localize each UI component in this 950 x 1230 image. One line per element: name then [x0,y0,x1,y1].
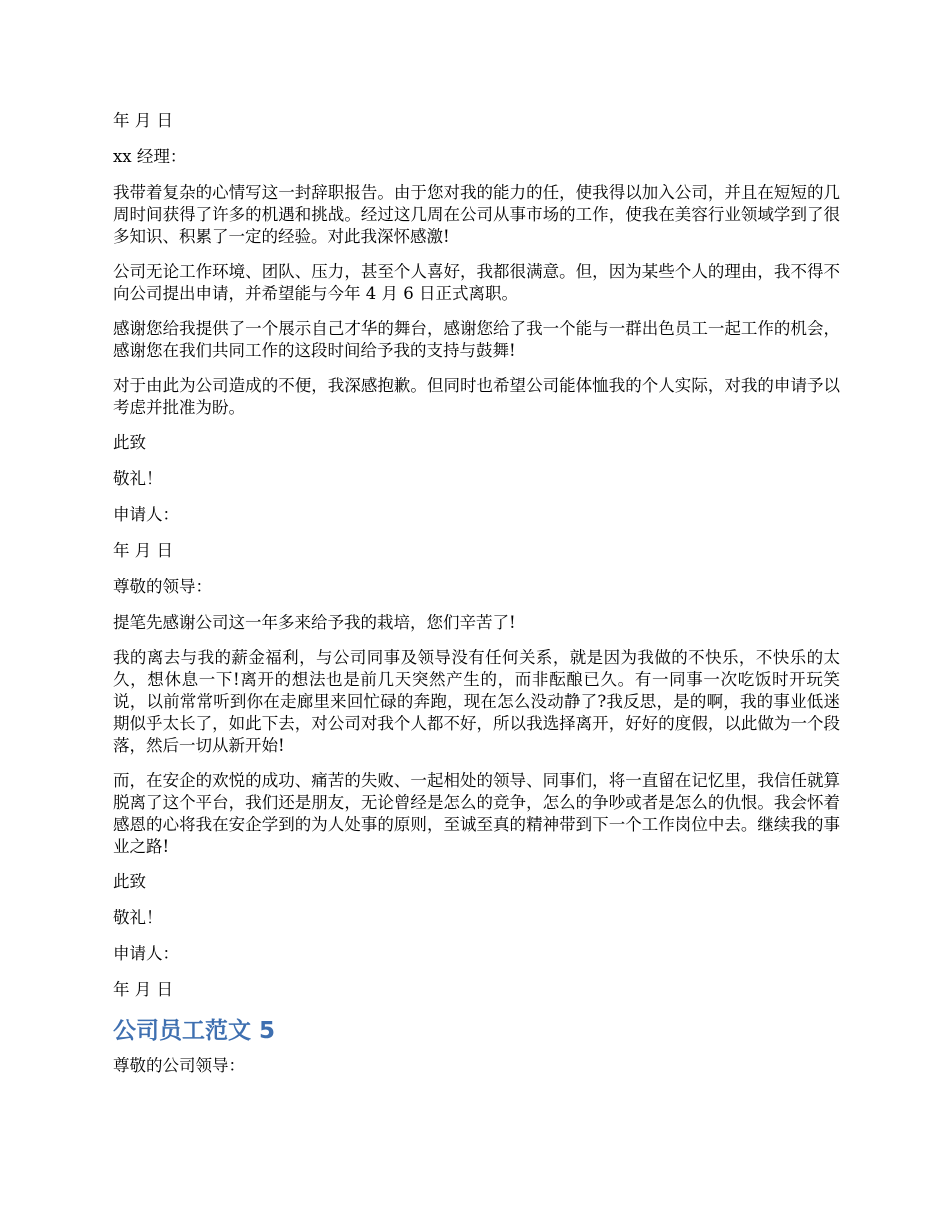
closing-regards: 敬礼！ [113,469,163,488]
body-paragraph: 我的离去与我的薪金福利，与公司同事及领导没有任何关系，就是因为我做的不快乐，不快乐的太久，想休息一下!离开的想法也是前几天突然产生的，而非酝酿已久。有一同事一次吃饭时开玩笑说，以前常常听到你在走廊里来回忙碌的奔跑，现在怎么没动静了?我反思，是的啊，我的事业低迷期似乎太长了，如此下去，对公司对我个人都不好，所以我选择离开，好好的度假，以此做为一个段落，然后一切从新开始! [113,648,840,755]
date-line: 年 月 日 [113,980,173,999]
salutation: 尊敬的领导： [113,577,212,596]
body-paragraph: 对于由此为公司造成的不便，我深感抱歉。但同时也希望公司能体恤我的个人实际，对我的申请予以考虑并批准为盼。 [113,376,840,417]
closing-regards: 敬礼！ [113,908,163,927]
date-line: 年 月 日 [113,541,173,560]
body-paragraph: 我带着复杂的心情写这一封辞职报告。由于您对我的能力的任，使我得以加入公司，并且在短短的几周时间获得了许多的机遇和挑战。经过这几周在公司从事市场的工作，使我在美容行业领域学到了很多知识、积累了一定的经验。对此我深怀感激! [113,183,840,246]
date-line: 年 月 日 [113,111,173,130]
closing-line: 此致 [113,872,146,891]
body-paragraph: 感谢您给我提供了一个展示自己才华的舞台，感谢您给了我一个能与一群出色员工一起工作的机会，感谢您在我们共同工作的这段时间给予我的支持与鼓舞! [113,319,840,360]
salutation: xx 经理： [113,147,187,166]
body-paragraph: 而，在安企的欢悦的成功、痛苦的失败、一起相处的领导、同事们，将一直留在记忆里，我信任就算脱离了这个平台，我们还是朋友，无论曾经是怎么的竞争，怎么的争吵或者是怎么的仇恨。我会怀着感恩的心将我在安企学到的为人处事的原则，至诚至真的精神带到下一个工作岗位中去。继续我的事业之路! [113,771,840,856]
applicant-line: 申请人： [113,505,179,524]
document-page [113,110,840,1091]
body-paragraph: 提笔先感谢公司这一年多来给予我的栽培，您们辛苦了! [113,613,516,632]
salutation: 尊敬的公司领导： [113,1056,245,1075]
body-paragraph: 公司无论工作环境、团队、压力，甚至个人喜好，我都很满意。但，因为某些个人的理由，我不得不向公司提出申请，并希望能与今年 4 月 6 日正式离职。 [113,262,840,303]
section-heading: 公司员工范文 5 [113,1018,276,1044]
applicant-line: 申请人： [113,944,179,963]
closing-line: 此致 [113,433,146,452]
